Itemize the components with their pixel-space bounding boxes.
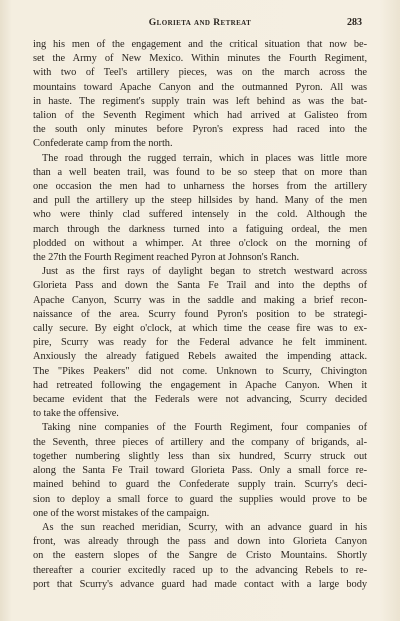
- text-line: the south only minutes before Pyron's express had raced into the: [33, 124, 367, 136]
- text-line: one occasion the men had to unharness the horses from the artillery: [33, 181, 367, 193]
- text-line: Apache Canyon, Scurry was in the saddle and making a brief recon-: [33, 294, 367, 306]
- text-line: the Seventh, three pieces of artillery and the company of brigands, al-: [33, 436, 367, 448]
- page-number: 283: [347, 17, 362, 28]
- text-line: naissance of the area. Scurry found Pyron's position to be strategi-: [33, 308, 367, 320]
- text-line: The road through the rugged terrain, which in places was little more: [42, 152, 367, 164]
- text-line: in haste. The regiment's supply train was left behind as was the bat-: [33, 95, 367, 107]
- text-line: on the eastern slopes of the Sangre de Cristo Mountains. Shortly: [33, 550, 367, 562]
- text-line: mountains toward Apache Canyon and the outmanned Pyron. All was: [33, 81, 367, 93]
- paragraph: [33, 521, 367, 592]
- paragraph: [33, 265, 367, 421]
- text-line: Just as the first rays of daylight began to stretch westward across: [42, 266, 367, 278]
- text-line: front, was already through the pass and down into Glorieta Canyon: [33, 536, 367, 548]
- text-line: pire, Scurry was ready for the Federal advance he felt imminent.: [33, 337, 367, 349]
- text-line: had retreated following the engagement in Apache Canyon. When it: [33, 379, 367, 391]
- text-line: As the sun reached meridian, Scurry, with an advance guard in his: [42, 521, 367, 533]
- text-line: plodded on without a whimper. At three o'clock on the morning of: [33, 237, 367, 249]
- text-line: Glorieta Pass and down the Santa Fe Trail and into the depths of: [33, 280, 367, 292]
- text-line: ing his men of the engagement and the critical situation that now be-: [33, 39, 367, 50]
- text-line: with two of Teel's artillery pieces, was on the march across the: [33, 67, 367, 79]
- text-line: sion to deploy a small force to guard the supplies would prove to be: [33, 493, 367, 505]
- text-line: The "Pikes Peakers" did not come. Unknown to Scurry, Chivington: [33, 365, 367, 377]
- text-line: march through the darkness turned into a fatiguing ordeal, the men: [33, 223, 367, 235]
- text-line: and pull the artillery up the steep hillsides by hand. Many of the men: [33, 195, 367, 207]
- text-line: who were thinly clad suffered intensely in the cold. Although the: [33, 209, 367, 221]
- text-line: than a well beaten trail, was found to be so steep that on more than: [33, 166, 367, 178]
- text-line: cally secure. By eight o'clock, at which time the cease fire was to ex-: [33, 323, 367, 335]
- paragraph: [33, 38, 367, 152]
- text-line: Anxiously the already fatigued Rebels awaited the impending attack.: [33, 351, 367, 363]
- text-line: to take the offensive.: [33, 408, 119, 420]
- text-line: talion of the Seventh Regiment which had arrived at Galisteo from: [33, 110, 367, 122]
- paragraph: [33, 152, 367, 266]
- text-line: one of the worst mistakes of the campaign.: [33, 507, 210, 519]
- text-line: port that Scurry's advance guard had made contact with a large body: [33, 578, 367, 590]
- text-line: the 27th the Fourth Regiment reached Pyron at Johnson's Ranch.: [33, 252, 299, 264]
- text-line: Confederate camp from the north.: [33, 138, 173, 150]
- text-line: along the Santa Fe Trail toward Glorieta Pass. Only a small force re-: [33, 465, 367, 477]
- paragraph: [33, 421, 367, 520]
- text-line: together numbering slightly less than six hundred, Scurry struck out: [33, 450, 367, 462]
- text-line: became evident that the Federals were not advancing, Scurry decided: [33, 394, 367, 406]
- text-line: thereafter a courier excitedly raced up to the advancing Rebels to re-: [33, 564, 367, 576]
- text-line: mained behind to guard the Confederate supply train. Scurry's deci-: [33, 479, 367, 491]
- running-head: [0, 17, 400, 31]
- body-text: [33, 38, 367, 592]
- text-line: Taking nine companies of the Fourth Regiment, four companies of: [42, 422, 367, 434]
- running-title: Glorieta and Retreat: [148, 17, 252, 28]
- text-line: set the Army of New Mexico. Within minutes the Fourth Regiment,: [33, 53, 367, 65]
